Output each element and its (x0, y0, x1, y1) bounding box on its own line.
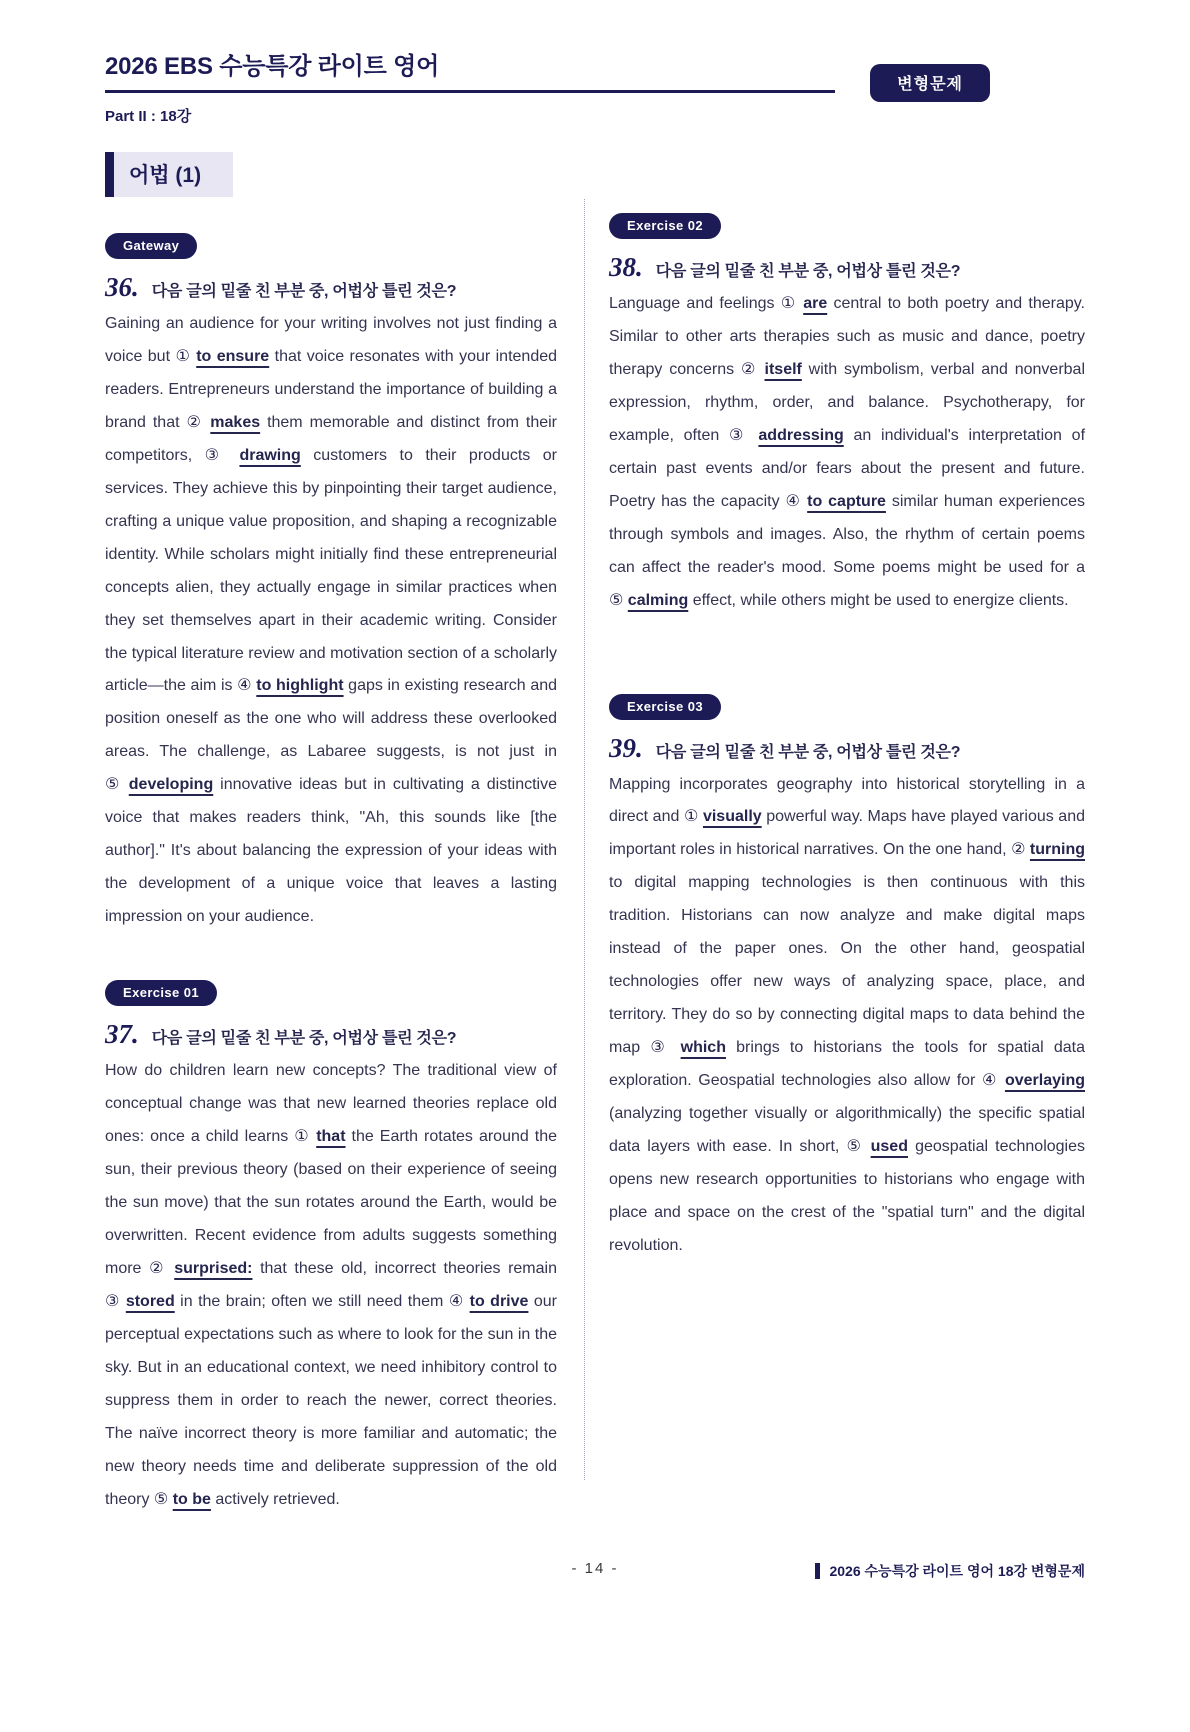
choice-number: ② (186, 413, 211, 431)
question-header (609, 732, 1085, 763)
underlined-choice: to drive (469, 1292, 529, 1310)
passage-text: Mapping incorporates geography into historical storytelling in a direct and ① visually powerful way. Maps have played various and important roles in historical narratives. On the one hand, ② turning to digital mapping technologies is then continuous with this tradition. Historians can now analyze and make digital maps instead of the paper ones. On the other hand, geospatial technologies offer new ways of analyzing space, place, and territory. They do so by connecting digital maps to data behind the map ③ which brings to historians the tools for spatial data exploration. Geospatial technologies also allow for ④ overlaying (analyzing together visually or algorithmically) the specific spatial data layers with ease. In short, ⑤ used geospatial technologies opens new research opportunities to historians who engage with place and space on the crest of the "spatial turn" and the digital revolution. (609, 775, 1086, 1254)
part-label: Part II : 18강 (105, 108, 192, 125)
header-title: 2026 EBS 수능특강 라이트 영어 (105, 53, 440, 80)
choice-number: ③ (105, 1292, 126, 1310)
question-prompt: 다음 글의 밑줄 친 부분 중, 어법상 틀린 것은? (151, 1030, 457, 1048)
underlined-choice: to capture (807, 492, 886, 510)
left-column (105, 197, 557, 1516)
underlined-choice: makes (210, 413, 261, 431)
passage-text: Language and feelings ① are central to both poetry and therapy. Similar to other arts therapies such as music and dance, poetry therapy concerns ② itself with symbolism, verbal and nonverbal expression, rhythm, order, and balance. Psychotherapy, for example, often ③ addressing an individual's interpretation of certain past events and/or fears about the present and future. Poetry has the capacity ④ to capture similar human experiences through symbols and images. Also, the rhythm of certain poems can affect the reader's mood. Some poems might be used for a ⑤ calming effect, while others might be used to energize clients. (609, 295, 1086, 609)
underlined-choice: that (316, 1128, 346, 1146)
question-block-36 (105, 233, 557, 934)
question-prompt: 다음 글의 밑줄 친 부분 중, 어법상 틀린 것은? (151, 283, 457, 300)
question-header (609, 254, 1085, 281)
underlined-choice: turning (1029, 841, 1085, 859)
section-title-bar (105, 152, 114, 197)
choice-number: ② (1011, 841, 1030, 859)
choice-number: ③ (650, 1039, 681, 1057)
variant-badge: 변형문제 (870, 64, 990, 102)
question-block-38 (609, 213, 1085, 618)
choice-number: ① (780, 295, 804, 312)
right-column (609, 197, 1085, 1516)
question-prompt: 다음 글의 밑줄 친 부분 중, 어법상 틀린 것은? (655, 743, 961, 761)
underlined-choice: surprised: (174, 1259, 253, 1277)
exercise-01-badge: Exercise 01 (105, 980, 217, 1006)
choice-number: ③ (204, 446, 240, 464)
footer-caption (815, 1561, 1085, 1581)
underlined-choice: to be (172, 1490, 211, 1508)
question-number: 38. (609, 252, 643, 282)
question-header (105, 274, 557, 301)
exercise-02-badge: Exercise 02 (609, 213, 721, 239)
underlined-choice: visually (702, 808, 762, 826)
choice-number: ② (740, 360, 765, 378)
underlined-choice: calming (627, 591, 689, 609)
question-header (105, 1021, 557, 1048)
footer-bar-icon (815, 1563, 820, 1579)
question-number: 37. (105, 1019, 139, 1050)
two-column-layout (105, 197, 1085, 1516)
choice-number: ⑤ (609, 591, 628, 609)
choice-number: ⑤ (105, 776, 129, 794)
column-divider (584, 199, 585, 1480)
underlined-choice: used (870, 1138, 908, 1156)
section-title (105, 152, 233, 197)
choice-number: ① (294, 1128, 317, 1146)
choice-number: ⑤ (846, 1138, 871, 1156)
underlined-choice: overlaying (1004, 1072, 1085, 1090)
underlined-choice: developing (128, 776, 214, 794)
underlined-choice: to ensure (196, 347, 270, 365)
question-prompt: 다음 글의 밑줄 친 부분 중, 어법상 틀린 것은? (655, 263, 961, 280)
underlined-choice: to highlight (256, 677, 344, 695)
choice-number: ④ (785, 492, 808, 510)
choice-number: ① (683, 808, 703, 826)
passage-text: Gaining an audience for your writing involves not just finding a voice but ① to ensure that voice resonates with your intended readers. Entrepreneurs understand the importance of building a brand that ② makes them memorable and distinct from their competitors, ③ drawing customers to their products or services. They achieve this by pinpointing their target audience, crafting a unique value proposition, and shaping a recognizable identity. While scholars might initially find these entrepreneurial concepts alien, they actually engage in similar practices when they set themselves apart in their academic writing. Consider the typical literature review and motivation section of a scholarly article—the aim is ④ to highlight gaps in existing research and position oneself as the one who will address these overlooked areas. The challenge, as Labaree suggests, is not just in ⑤ developing innovative ideas but in cultivating a distinctive voice that makes readers think, "Ah, this sounds like [the author]." It's about balancing the expression of your ideas with the development of a unique voice that leaves a lasting impression on your audience. (105, 315, 558, 926)
choice-number: ③ (729, 426, 759, 444)
choice-number: ⑤ (153, 1490, 173, 1508)
question-number: 36. (105, 272, 139, 302)
underlined-choice: which (680, 1039, 726, 1057)
choice-number: ④ (237, 677, 257, 695)
question-number: 39. (609, 732, 643, 763)
underlined-choice: are (803, 295, 828, 312)
underlined-choice: drawing (239, 446, 301, 464)
question-block-39 (609, 694, 1085, 1263)
footer-caption-text: 2026 수능특강 라이트 영어 18강 변형문제 (829, 1563, 1085, 1580)
choice-number: ④ (448, 1292, 470, 1310)
underlined-choice: stored (125, 1292, 175, 1310)
exercise-03-badge: Exercise 03 (609, 694, 721, 720)
passage-text: How do children learn new concepts? The traditional view of conceptual change was that new learned theories replace old ones: once a child learns ① that the Earth rotates around the sun, their previous theory (based on their experience of seeing the sun move) that the sun rotates around the Earth, would be overwritten. Recent evidence from adults suggests something more ② surprised: that these old, incorrect theories remain ③ stored in the brain; often we still need them ④ to drive our perceptual expectations such as where to look for the sun in the sky. But in an educational context, we need inhibitory control to suppress them in order to reach the newer, correct theories. The naïve incorrect theory is more familiar and automatic; the new theory needs time and deliberate suppression of the old theory ⑤ to be actively retrieved. (105, 1062, 558, 1508)
underlined-choice: addressing (758, 426, 844, 444)
gateway-badge: Gateway (105, 233, 197, 259)
page-header (105, 46, 1085, 126)
header-rule (105, 90, 835, 93)
section-title-text: 어법 (1) (129, 164, 202, 187)
choice-number: ② (149, 1259, 175, 1277)
question-block-37 (105, 980, 557, 1516)
page-number: - 14 - (571, 1560, 619, 1578)
choice-number: ① (175, 347, 197, 365)
choice-number: ④ (981, 1072, 1005, 1090)
page-footer (105, 1560, 1085, 1584)
underlined-choice: itself (764, 360, 802, 378)
